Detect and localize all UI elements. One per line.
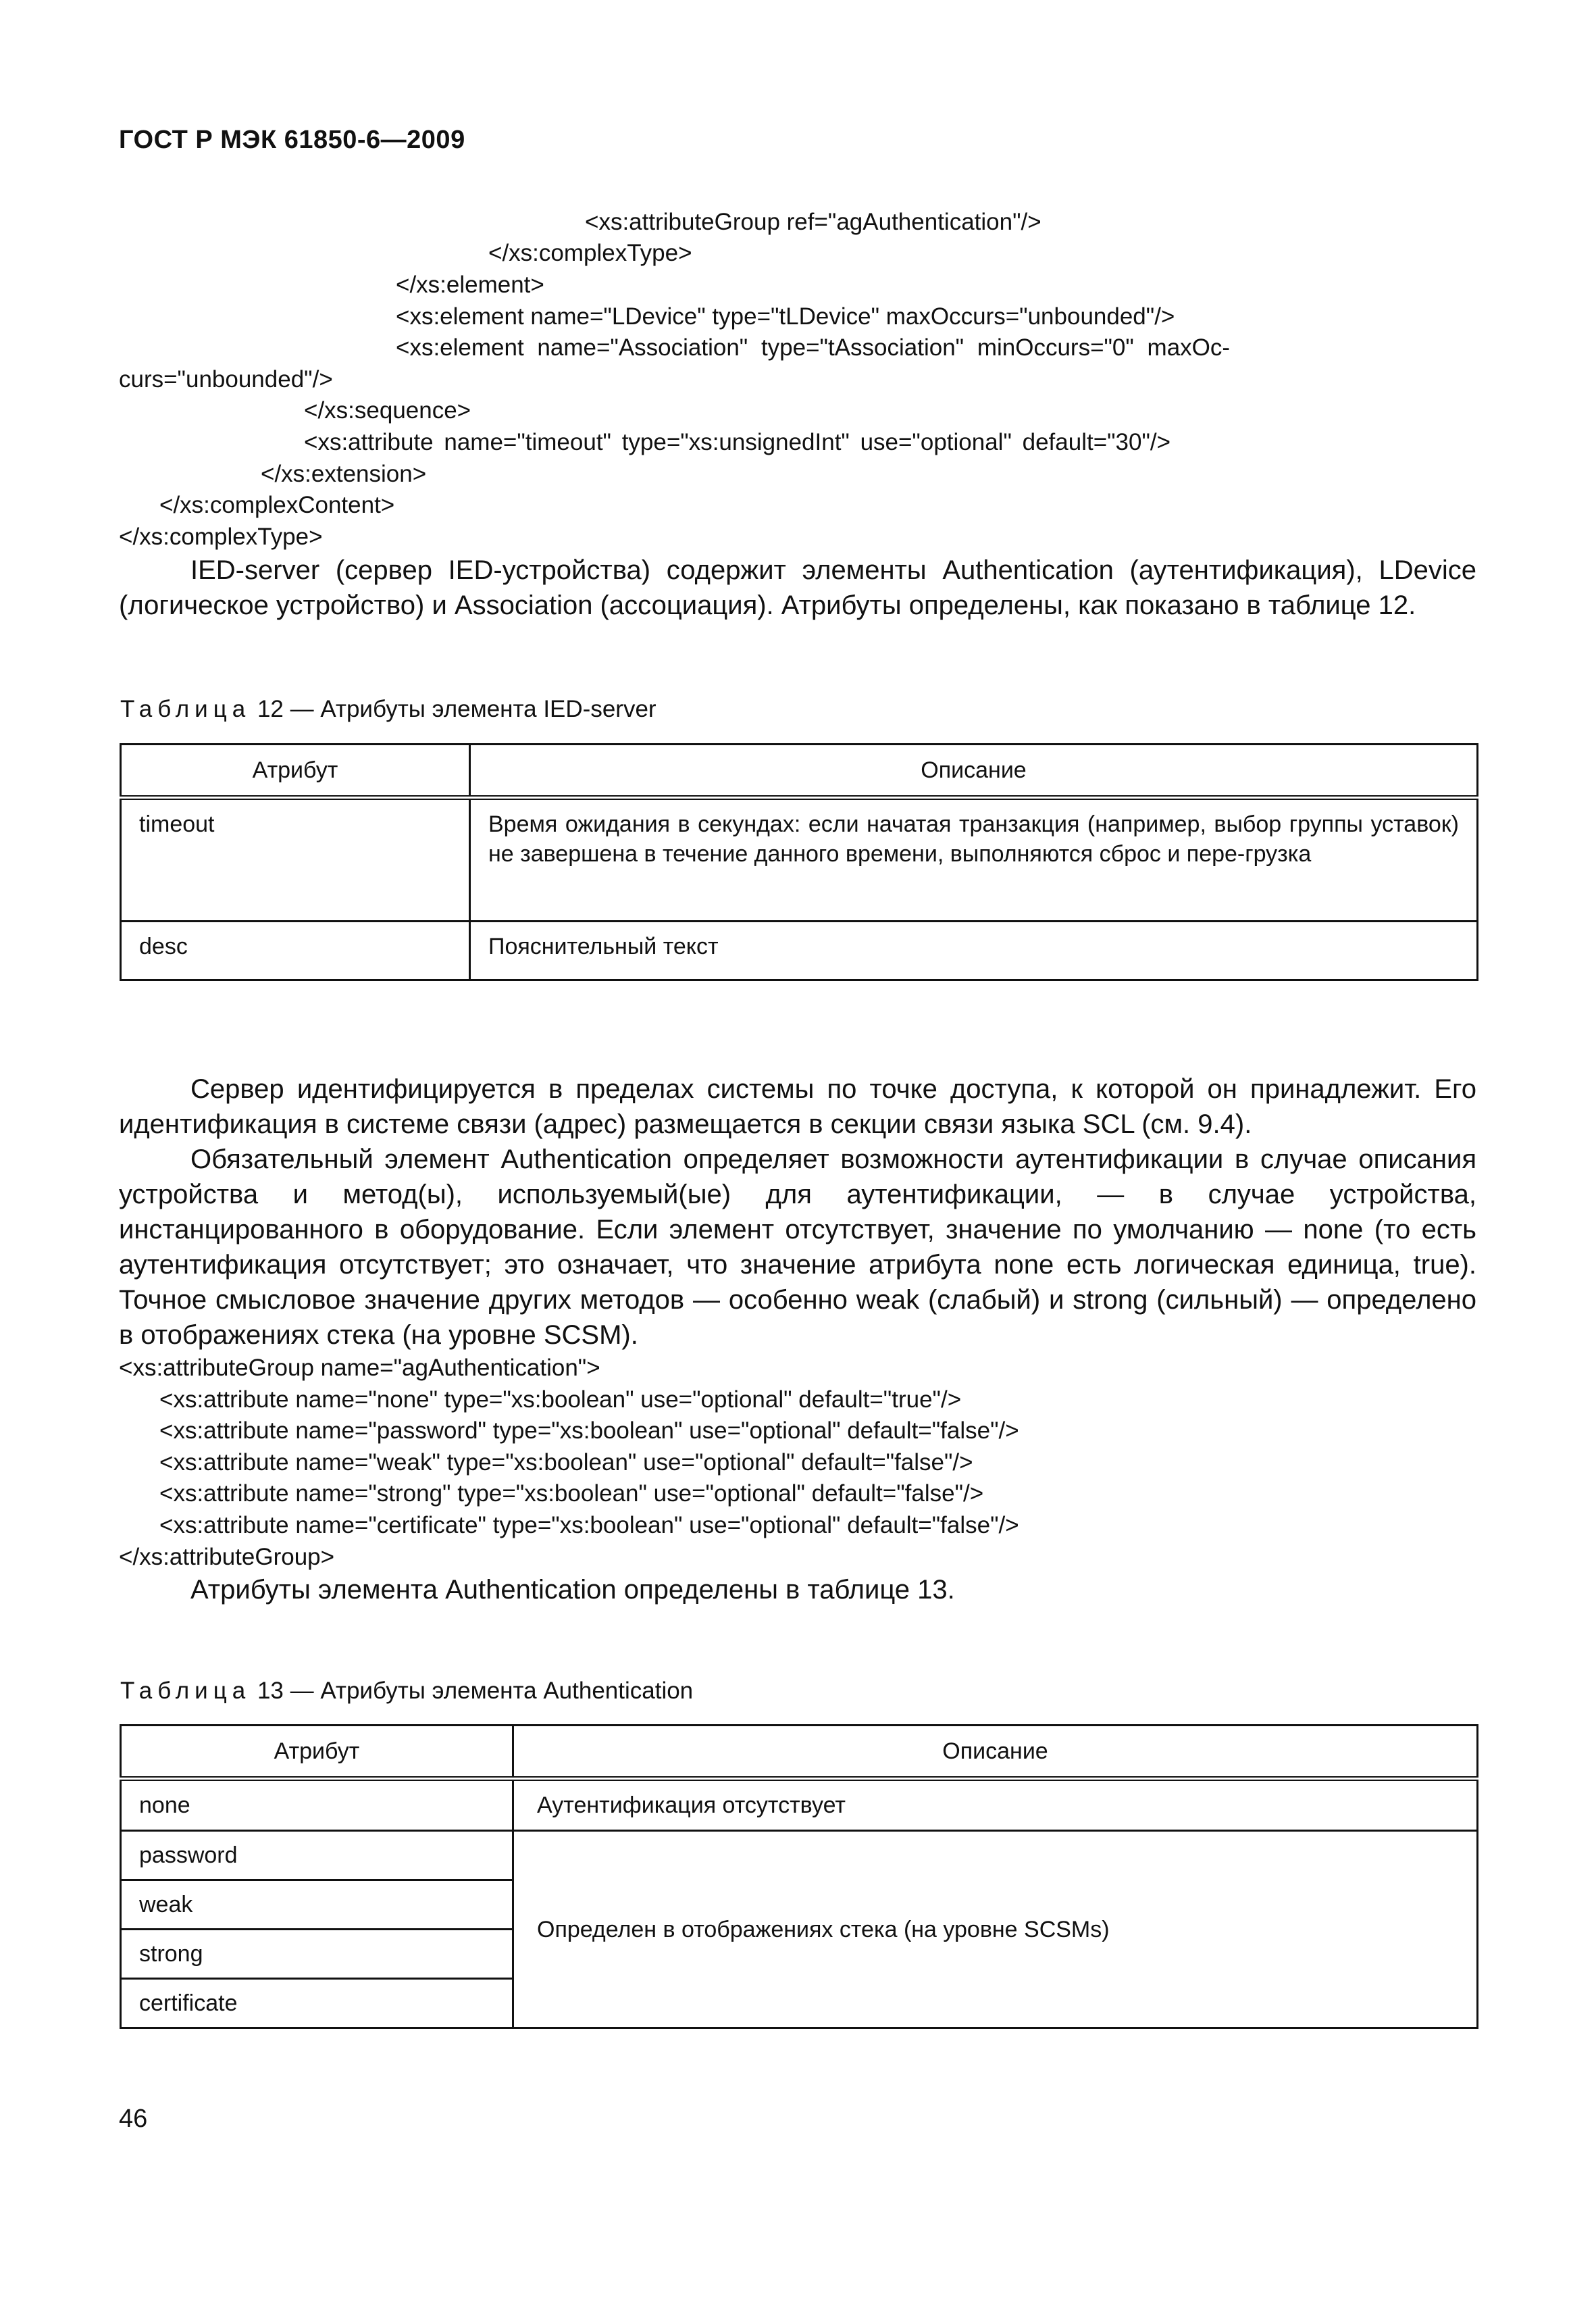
paragraph-text: Атрибуты элемента Authentication определены в таблице 13. [190,1575,955,1605]
cell-description: Пояснительный текст [470,922,1478,980]
cell-attribute: none [121,1779,513,1831]
paragraph-text: IED-server (сервер IED-устройства) содержит элементы Authentication (аутентификация), LDevice (логическое устройство) и Association (ассоциация). Атрибуты определены, как показано в таблице 12. [119,555,1476,620]
table-caption [120,1678,693,1705]
code-line: </xs:sequence> [304,397,471,424]
cell-attribute: password [121,1831,513,1880]
code-line: </xs:extension> [261,461,427,487]
code-line: </xs:complexContent> [159,492,395,518]
cell-attribute: certificate [121,1979,513,2028]
caption-text: 12 — Атрибуты элемента IED-server [257,696,657,722]
cell-description: Аутентификация отсутствует [513,1779,1478,1831]
table-12 [120,743,1478,981]
paragraph [119,553,1476,623]
column-header-description: Описание [470,745,1478,798]
caption-word: Таблица [120,1678,251,1704]
code-line: <xs:attribute name="none" type="xs:boolean" use="optional" default="true"/> [159,1386,962,1413]
cell-attribute: timeout [121,798,470,922]
table-header-row [121,1726,1478,1779]
table-caption [120,696,657,723]
code-line: <xs:attributeGroup name="agAuthentication"> [119,1355,600,1381]
code-line: <xs:attribute name="weak" type="xs:boolean" use="optional" default="false"/> [159,1449,973,1476]
document-header: ГОСТ Р МЭК 61850-6—2009 [119,126,465,154]
code-line: <xs:element name="Association" type="tAssociation" minOccurs="0" maxOc- [396,334,1231,361]
paragraph [119,1072,1476,1142]
caption-word: Таблица [120,696,251,722]
cell-attribute: strong [121,1930,513,1979]
table-row [121,798,1478,922]
table-row [121,1831,1478,1880]
page-number: 46 [119,2105,148,2133]
cell-attribute: desc [121,922,470,980]
table-header-row [121,745,1478,798]
cell-attribute: weak [121,1880,513,1930]
paragraph-text: Обязательный элемент Authentication определяет возможности аутентификации в случае описания устройства и метод(ы), используемый(ые) для аутентификации, — в случае устройства, инстанцированного в оборудование. Если элемент отсутствует, значение по умолчанию — none (то есть аутентификация отсутствует; это означает, что значение атрибута none есть логическая единица, true). Точное смысловое значение других методов — особенно weak (слабый) и strong (сильный) — определено в отображениях стека (на уровне SCSM). [119,1145,1476,1350]
column-header-attribute: Атрибут [121,745,470,798]
code-line: <xs:attribute name="certificate" type="xs:boolean" use="optional" default="false"/> [159,1512,1019,1538]
code-line: </xs:attributeGroup> [119,1544,335,1570]
code-line: curs="unbounded"/> [119,366,333,393]
code-line: </xs:complexType> [488,240,692,266]
code-line: <xs:attribute name="timeout" type="xs:unsignedInt" use="optional" default="30"/> [304,429,1171,455]
cell-description: Время ожидания в секундах: если начатая транзакция (например, выбор группы уставок) не завершена в течение данного времени, выполняются сброс и пере-грузка [470,798,1478,922]
paragraph-text: Сервер идентифицируется в пределах системы по точке доступа, к которой он принадлежит. Его идентификация в системе связи (адрес) размещается в секции связи языка SCL (см. 9.4). [119,1074,1476,1139]
column-header-description: Описание [513,1726,1478,1779]
table-row [121,922,1478,980]
code-line: </xs:element> [396,272,544,298]
code-line: </xs:complexType> [119,524,323,550]
code-line: <xs:element name="LDevice" type="tLDevice" maxOccurs="unbounded"/> [396,303,1175,330]
code-line: <xs:attribute name="password" type="xs:boolean" use="optional" default="false"/> [159,1417,1019,1444]
caption-text: 13 — Атрибуты элемента Authentication [257,1678,694,1704]
table-13 [120,1724,1478,2029]
cell-description-shared: Определен в отображениях стека (на уровне SCSMs) [513,1831,1478,2028]
table-row [121,1779,1478,1831]
paragraph [119,1572,1476,1607]
code-line: <xs:attribute name="strong" type="xs:boolean" use="optional" default="false"/> [159,1480,984,1507]
column-header-attribute: Атрибут [121,1726,513,1779]
paragraph [119,1142,1476,1353]
code-line: <xs:attributeGroup ref="agAuthentication"/> [585,209,1041,235]
